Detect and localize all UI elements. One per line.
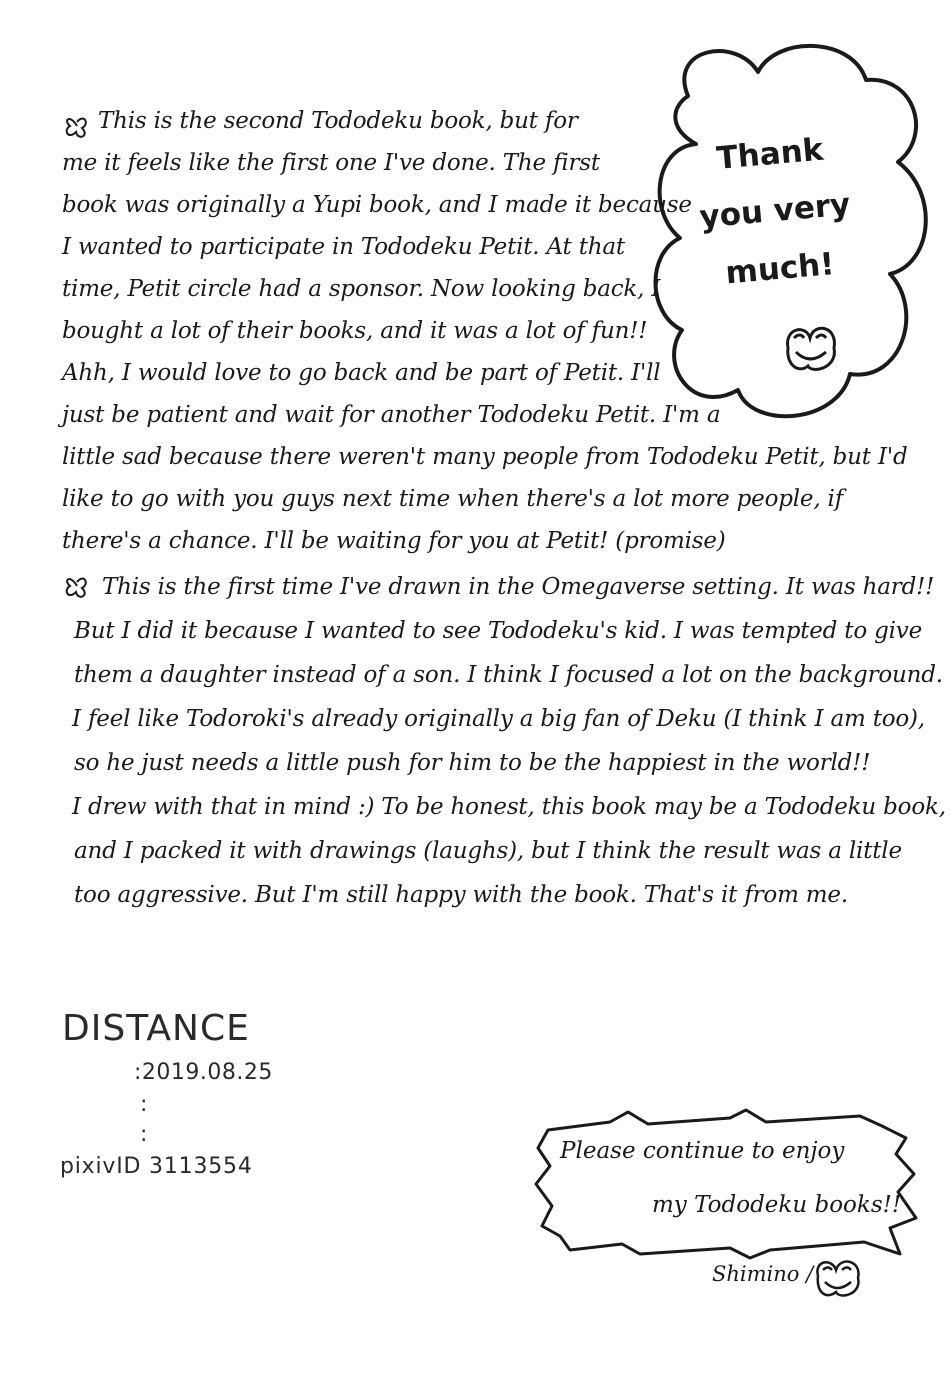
thank-you-line: you very: [698, 186, 852, 236]
paragraph-line: them a daughter instead of a son. I think I focused a lot on the background.: [74, 662, 943, 688]
paragraph-line: little sad because there weren't many people from Tododeku Petit, but I'd: [62, 444, 908, 470]
publish-date: :2019.08.25: [134, 1060, 273, 1085]
author-signature: Shimino /: [712, 1262, 814, 1286]
paragraph-line: book was originally a Yupi book, and I made it because: [62, 192, 692, 218]
paragraph-line: so he just needs a little push for him to be the happiest in the world!!: [74, 750, 871, 776]
flower-bullet-icon: [62, 112, 92, 142]
bubble-line: Please continue to enjoy: [560, 1138, 845, 1164]
thank-you-text: [683, 119, 867, 305]
book-title: DISTANCE: [62, 1008, 250, 1049]
paragraph-line: me it feels like the first one I've done. The first: [62, 150, 600, 176]
paragraph-line: But I did it because I wanted to see Tododeku's kid. I was tempted to give: [74, 618, 922, 644]
paragraph-line: time, Petit circle had a sponsor. Now looking back, I: [62, 276, 661, 302]
flower-bullet-icon: [62, 572, 92, 602]
paragraph-line: I drew with that in mind :) To be honest, this book may be a Tododeku book,: [72, 794, 946, 820]
paragraph-line: This is the second Tododeku book, but for: [98, 108, 578, 134]
colophon-placeholder: :: [140, 1092, 148, 1117]
closing-speech-bubble: [530, 1108, 920, 1260]
thank-you-line: Thank: [715, 131, 825, 177]
paragraph-line: bought a lot of their books, and it was a lot of fun!!: [62, 318, 648, 344]
paragraph-line: This is the first time I've drawn in the Omegaverse setting. It was hard!!: [102, 574, 935, 600]
smiley-face-icon: [812, 1254, 864, 1300]
colophon-placeholder: :: [140, 1122, 148, 1147]
smiley-face-icon: [782, 318, 842, 376]
paragraph-line: there's a chance. I'll be waiting for you at Petit! (promise): [62, 528, 726, 554]
paragraph-line: just be patient and wait for another Tododeku Petit. I'm a: [62, 402, 721, 428]
afterword-paragraph-2: [62, 568, 946, 918]
paragraph-line: and I packed it with drawings (laughs), but I think the result was a little: [74, 838, 902, 864]
paragraph-line: I feel like Todoroki's already originally a big fan of Deku (I think I am too),: [72, 706, 925, 732]
pixiv-id: pixivID 3113554: [60, 1154, 253, 1179]
paragraph-line: like to go with you guys next time when there's a lot more people, if: [62, 486, 844, 512]
paragraph-line: too aggressive. But I'm still happy with the book. That's it from me.: [74, 882, 848, 908]
thank-you-line: much!: [724, 245, 836, 292]
bubble-line: my Tododeku books!!: [652, 1192, 902, 1218]
paragraph-line: I wanted to participate in Tododeku Petit. At that: [62, 234, 625, 260]
paragraph-line: Ahh, I would love to go back and be part of Petit. I'll: [62, 360, 661, 386]
